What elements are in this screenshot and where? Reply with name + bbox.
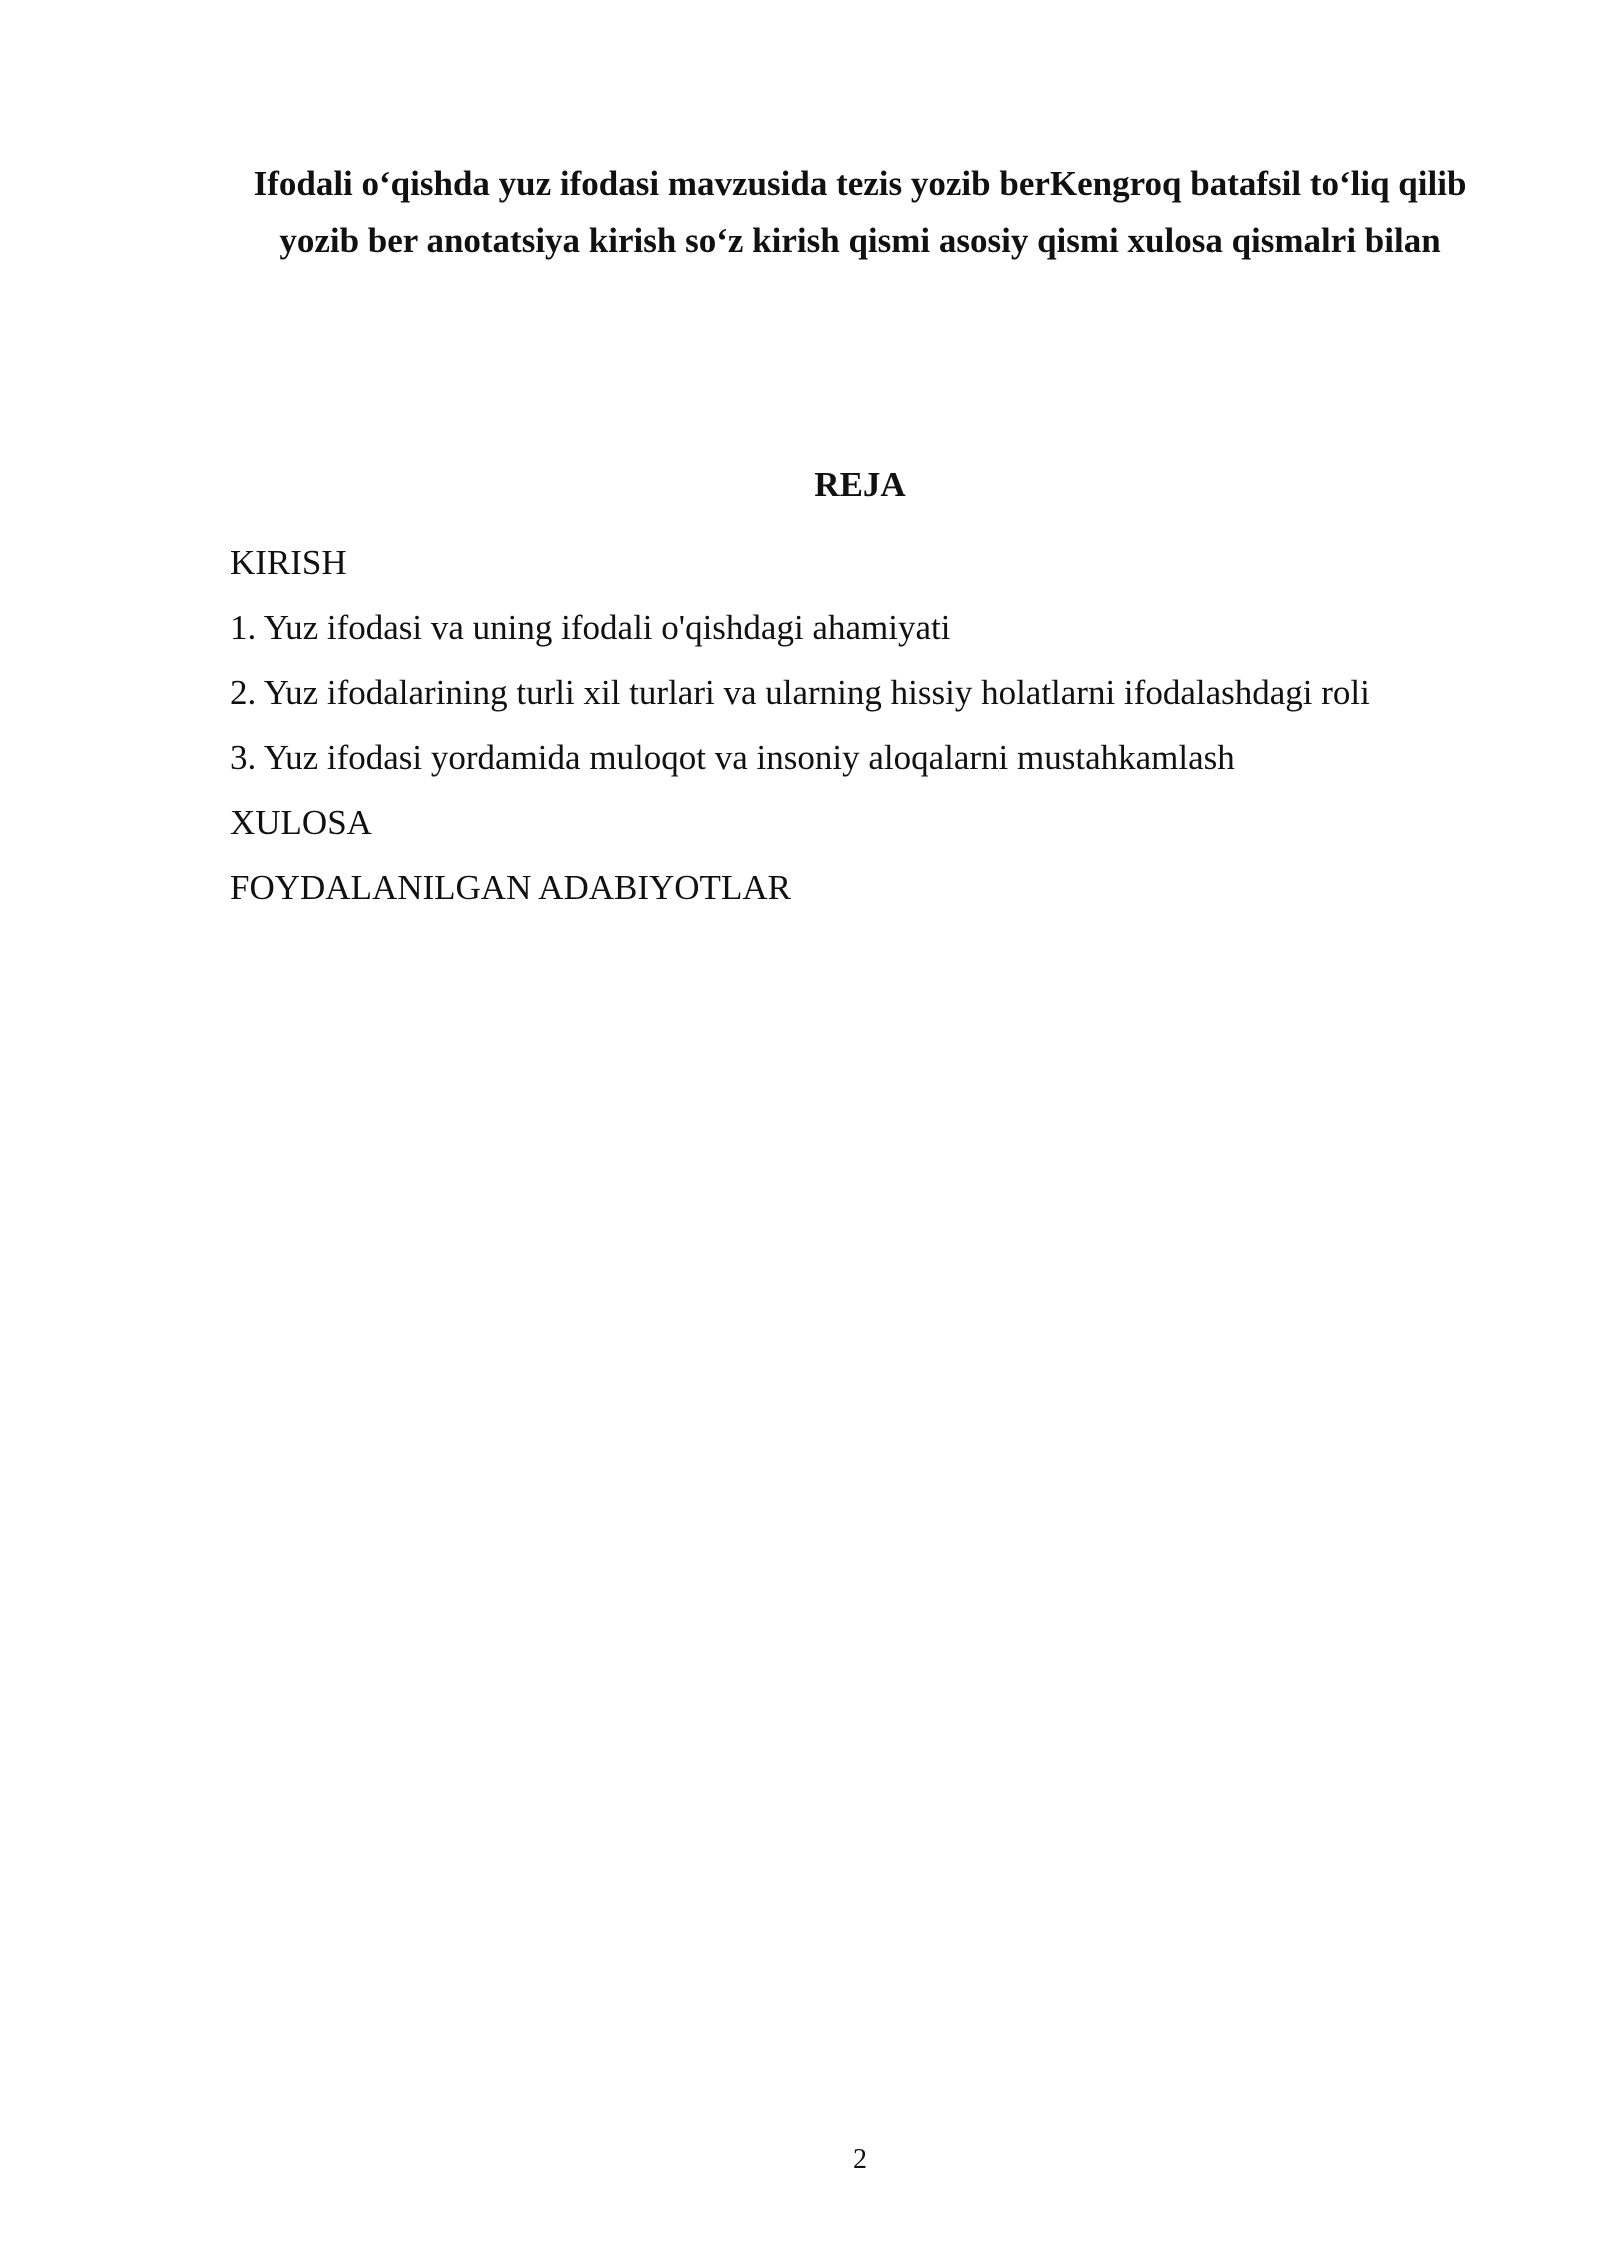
plan-item-introduction: KIRISH [230, 543, 347, 582]
plan-item-3: 3. Yuz ifodasi yordamida muloqot va insoniy aloqalarni mustahkamlash [230, 738, 1235, 777]
plan-item-references: FOYDALANILGAN ADABIYOTLAR [230, 868, 791, 907]
plan-list [230, 530, 1530, 920]
page-number: 2 [853, 2144, 867, 2175]
plan-item-conclusion: XULOSA [230, 803, 372, 842]
document-title: Ifodali o‘qishda yuz ifodasi mavzusida tezis yozib berKengroq batafsil to‘liq qilib yozib ber anotatsiya kirish so‘z kirish qismi asosiy qismi xulosa qismalri bilan [253, 164, 1467, 260]
plan-heading: REJA [814, 465, 906, 504]
plan-item-1: 1. Yuz ifodasi va uning ifodali o'qishdagi ahamiyati [230, 608, 951, 647]
plan-item-2: 2. Yuz ifodalarining turli xil turlari va ularning hissiy holatlarni ifodalashdagi roli [230, 673, 1370, 712]
